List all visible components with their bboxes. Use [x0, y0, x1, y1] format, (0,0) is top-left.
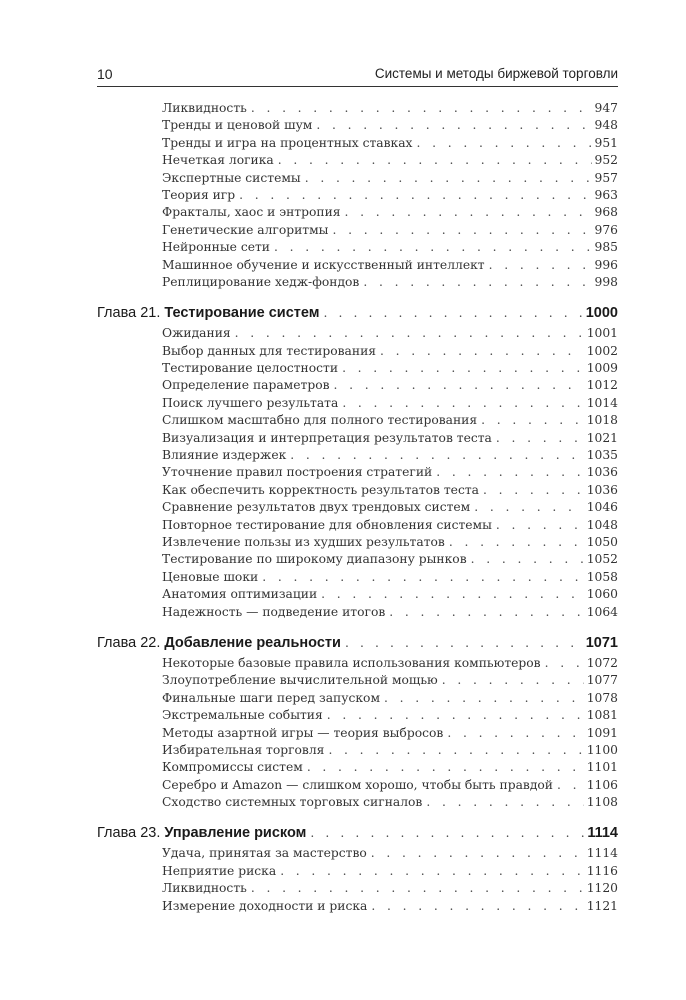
toc-entry[interactable] — [97, 672, 618, 689]
running-title: Системы и методы биржевой торговли — [374, 66, 618, 81]
chapter-label: Глава 23. — [97, 825, 161, 842]
toc-entry-title: Тестирование целостности — [162, 361, 339, 376]
dot-leader — [310, 822, 584, 844]
toc-entry-page: 1036 — [586, 482, 618, 497]
chapter-section — [97, 822, 618, 915]
toc-entry[interactable] — [97, 499, 618, 516]
toc-entry-page: 1050 — [586, 534, 618, 549]
toc-entry-page: 985 — [594, 240, 618, 255]
toc-entry-title: Поиск лучшего результата — [162, 395, 339, 410]
toc-entry-page: 1060 — [586, 587, 618, 602]
toc-entry[interactable] — [97, 274, 618, 291]
toc-entry-page: 1108 — [586, 795, 618, 810]
dot-leader — [471, 551, 584, 568]
toc-entry[interactable] — [97, 377, 618, 394]
dot-leader — [278, 152, 592, 169]
chapter-label: Глава 21. — [97, 305, 161, 322]
toc-entry-title: Сравнение результатов двух трендовых систем — [162, 500, 471, 515]
toc-entry-title: Визуализация и интерпретация результатов теста — [162, 430, 492, 445]
toc-entry-page: 1100 — [586, 742, 618, 757]
toc-entry-title: Экстремальные события — [162, 708, 323, 723]
toc-entry-page: 1064 — [586, 604, 618, 619]
toc-entry-page: 1116 — [586, 863, 618, 878]
dot-leader — [305, 170, 592, 187]
toc-entry[interactable] — [97, 655, 618, 672]
chapter-title: Управление риском — [164, 825, 307, 842]
toc-entry-title: Измерение доходности и риска — [162, 898, 368, 913]
dot-leader — [321, 586, 584, 603]
page-header — [97, 62, 618, 87]
toc-entry-title: Серебро и Amazon — слишком хорошо, чтобы быть правдой — [162, 777, 553, 792]
toc-entry[interactable] — [97, 170, 618, 187]
dot-leader — [436, 464, 583, 481]
dot-leader — [496, 517, 584, 534]
toc-entry[interactable] — [97, 707, 618, 724]
toc-entry[interactable] — [97, 395, 618, 412]
toc-entry-title: Компромиссы систем — [162, 760, 303, 775]
dot-leader — [332, 222, 591, 239]
dot-leader — [290, 447, 583, 464]
dot-leader — [557, 777, 584, 794]
toc-entry[interactable] — [97, 569, 618, 586]
toc-entry[interactable] — [97, 187, 618, 204]
dot-leader — [342, 360, 584, 377]
toc-entry-page: 957 — [594, 170, 618, 185]
dot-leader — [251, 100, 592, 117]
toc-entry-page: 1035 — [586, 448, 618, 463]
toc-entry-title: Неприятие риска — [162, 863, 277, 878]
dot-leader — [371, 845, 584, 862]
toc-entry-page: 1101 — [586, 760, 618, 775]
toc-entry-page: 1001 — [586, 326, 618, 341]
toc-entry-title: Надежность — подведение итогов — [162, 604, 386, 619]
toc-entry-title: Машинное обучение и искусственный интеллект — [162, 257, 485, 272]
dot-leader — [251, 880, 584, 897]
dot-leader — [416, 135, 591, 152]
toc-entry-title: Сходство системных торговых сигналов — [162, 795, 423, 810]
dot-leader — [323, 302, 582, 324]
toc-entry-page: 1002 — [586, 343, 618, 358]
toc-entry[interactable] — [97, 794, 618, 811]
toc-entry-page: 1009 — [586, 361, 618, 376]
toc-entry-title: Финальные шаги перед запуском — [162, 690, 381, 705]
toc-entry-title: Тестирование по широкому диапазону рынков — [162, 552, 467, 567]
toc-entry-page: 1081 — [586, 708, 618, 723]
toc-entry-page: 968 — [594, 205, 618, 220]
toc-entry[interactable] — [97, 343, 618, 360]
toc-entry[interactable] — [97, 257, 618, 274]
dot-leader — [384, 690, 584, 707]
toc-entry-page: 1114 — [586, 846, 618, 861]
toc-entry-page: 947 — [594, 101, 618, 115]
toc-entry-title: Извлечение пользы из худших результатов — [162, 534, 445, 549]
toc-entry-title: Теория игр — [162, 187, 236, 202]
dot-leader — [235, 325, 584, 342]
dot-leader — [307, 759, 584, 776]
toc-entry[interactable] — [97, 360, 618, 377]
dot-leader — [274, 239, 592, 256]
chapter-label: Глава 22. — [97, 634, 161, 651]
toc-entry-page: 1121 — [586, 898, 618, 913]
dot-leader — [345, 632, 583, 654]
toc-entry-page: 1046 — [586, 500, 618, 515]
toc-entry-page: 1052 — [586, 552, 618, 567]
dot-leader — [442, 672, 584, 689]
toc-entry-page: 1091 — [586, 725, 618, 740]
dot-leader — [447, 725, 583, 742]
toc-entry-title: Некоторые базовые правила использования компьютеров — [162, 655, 541, 670]
chapter-title: Тестирование систем — [164, 305, 320, 322]
toc-entry-title: Удача, принятая за мастерство — [162, 846, 367, 861]
dot-leader — [345, 204, 592, 221]
toc-entry-title: Тренды и игра на процентных ставках — [162, 135, 413, 150]
dot-leader — [496, 430, 584, 447]
toc-entry-page: 996 — [594, 257, 618, 272]
toc-entry-title: Определение параметров — [162, 378, 330, 393]
toc-entry[interactable] — [97, 482, 618, 499]
dot-leader — [545, 655, 584, 672]
toc-entry-page: 998 — [594, 274, 618, 289]
toc-entry[interactable] — [97, 517, 618, 534]
table-of-contents — [97, 100, 618, 915]
dot-leader — [327, 707, 584, 724]
toc-entry-page: 1014 — [586, 395, 618, 410]
toc-entry-title: Нечеткая логика — [162, 153, 274, 168]
toc-entry[interactable] — [97, 742, 618, 759]
dot-leader — [380, 343, 584, 360]
dot-leader — [262, 569, 583, 586]
dot-leader — [474, 499, 583, 516]
toc-entry[interactable] — [97, 880, 618, 897]
toc-entry[interactable] — [97, 325, 618, 342]
toc-entry[interactable] — [97, 117, 618, 134]
toc-entry-title: Ожидания — [162, 326, 231, 341]
chapter-heading[interactable] — [97, 632, 618, 654]
dot-leader — [363, 274, 591, 291]
dot-leader — [483, 482, 584, 499]
toc-entry[interactable] — [97, 100, 618, 117]
toc-entry-page: 1058 — [586, 569, 618, 584]
toc-entry-title: Ценовые шоки — [162, 569, 259, 584]
dot-leader — [342, 395, 583, 412]
toc-entry-page: 1072 — [586, 655, 618, 670]
toc-entry-title: Повторное тестирование для обновления системы — [162, 517, 492, 532]
toc-entry-page: 951 — [594, 135, 618, 150]
toc-entry[interactable] — [97, 604, 618, 621]
toc-intro-section — [97, 100, 618, 291]
toc-entry[interactable] — [97, 135, 618, 152]
toc-entry-title: Экспертные системы — [162, 170, 301, 185]
toc-entry-title: Злоупотребление вычислительной мощью — [162, 673, 438, 688]
chapter-heading[interactable] — [97, 302, 618, 324]
toc-entry-title: Ликвидность — [162, 101, 247, 115]
toc-entry-page: 1012 — [586, 378, 618, 393]
toc-entry[interactable] — [97, 725, 618, 742]
toc-entry[interactable] — [97, 239, 618, 256]
toc-entry-page: 1018 — [586, 413, 618, 428]
dot-leader — [316, 117, 591, 134]
toc-entry-page: 1120 — [586, 881, 618, 896]
toc-entry[interactable] — [97, 690, 618, 707]
dot-leader — [426, 794, 583, 811]
toc-entry[interactable] — [97, 430, 618, 447]
toc-entry-title: Уточнение правил построения стратегий — [162, 465, 433, 480]
toc-entry[interactable] — [97, 412, 618, 429]
toc-entry[interactable] — [97, 464, 618, 481]
toc-entry[interactable] — [97, 222, 618, 239]
dot-leader — [328, 742, 583, 759]
toc-entry-title: Выбор данных для тестирования — [162, 343, 377, 358]
dot-leader — [489, 257, 592, 274]
toc-entry-page: 1106 — [586, 777, 618, 792]
chapter-page: 1114 — [587, 825, 618, 842]
dot-leader — [389, 604, 583, 621]
toc-entry[interactable] — [97, 759, 618, 776]
toc-entry-page: 1021 — [586, 430, 618, 445]
toc-entry-title: Методы азартной игры — теория выбросов — [162, 725, 444, 740]
dot-leader — [239, 187, 591, 204]
toc-entry-page: 952 — [594, 153, 618, 168]
chapter-section — [97, 632, 618, 812]
toc-entry[interactable] — [97, 586, 618, 603]
toc-entry-title: Генетические алгоритмы — [162, 222, 329, 237]
dot-leader — [449, 534, 584, 551]
toc-entry[interactable] — [97, 777, 618, 794]
toc-entry-page: 976 — [594, 222, 618, 237]
toc-entry-title: Реплицирование хедж-фондов — [162, 274, 360, 289]
chapter-heading[interactable] — [97, 822, 618, 844]
toc-entry-title: Тренды и ценовой шум — [162, 118, 313, 133]
dot-leader — [371, 898, 583, 915]
dot-leader — [334, 377, 584, 394]
toc-entry-title: Слишком масштабно для полного тестирования — [162, 413, 478, 428]
toc-entry-page: 948 — [594, 118, 618, 133]
toc-entry-title: Фракталы, хаос и энтропия — [162, 205, 341, 220]
toc-entry-title: Избирательная торговля — [162, 742, 325, 757]
page-number: 10 — [97, 66, 113, 82]
toc-entry[interactable] — [97, 152, 618, 169]
toc-entry-page: 963 — [594, 187, 618, 202]
toc-entry-page: 1036 — [586, 465, 618, 480]
chapter-page: 1071 — [585, 634, 618, 651]
toc-entry-title: Анатомия оптимизации — [162, 587, 318, 602]
toc-entry[interactable] — [97, 898, 618, 915]
toc-entry-title: Нейронные сети — [162, 240, 271, 255]
toc-entry[interactable] — [97, 447, 618, 464]
toc-entry-title: Влияние издержек — [162, 448, 287, 463]
toc-entry[interactable] — [97, 845, 618, 862]
toc-entry[interactable] — [97, 863, 618, 880]
toc-entry[interactable] — [97, 551, 618, 568]
toc-entry-page: 1048 — [586, 517, 618, 532]
toc-entry-title: Как обеспечить корректность результатов теста — [162, 482, 479, 497]
toc-entry-title: Ликвидность — [162, 881, 247, 896]
dot-leader — [481, 412, 584, 429]
chapter-title: Добавление реальности — [164, 634, 341, 651]
toc-entry-page: 1078 — [586, 690, 618, 705]
toc-chapters — [97, 302, 618, 915]
dot-leader — [280, 863, 584, 880]
toc-entry[interactable] — [97, 204, 618, 221]
toc-entry-page: 1077 — [586, 673, 618, 688]
chapter-section — [97, 302, 618, 621]
chapter-page: 1000 — [585, 305, 618, 322]
toc-entry[interactable] — [97, 534, 618, 551]
